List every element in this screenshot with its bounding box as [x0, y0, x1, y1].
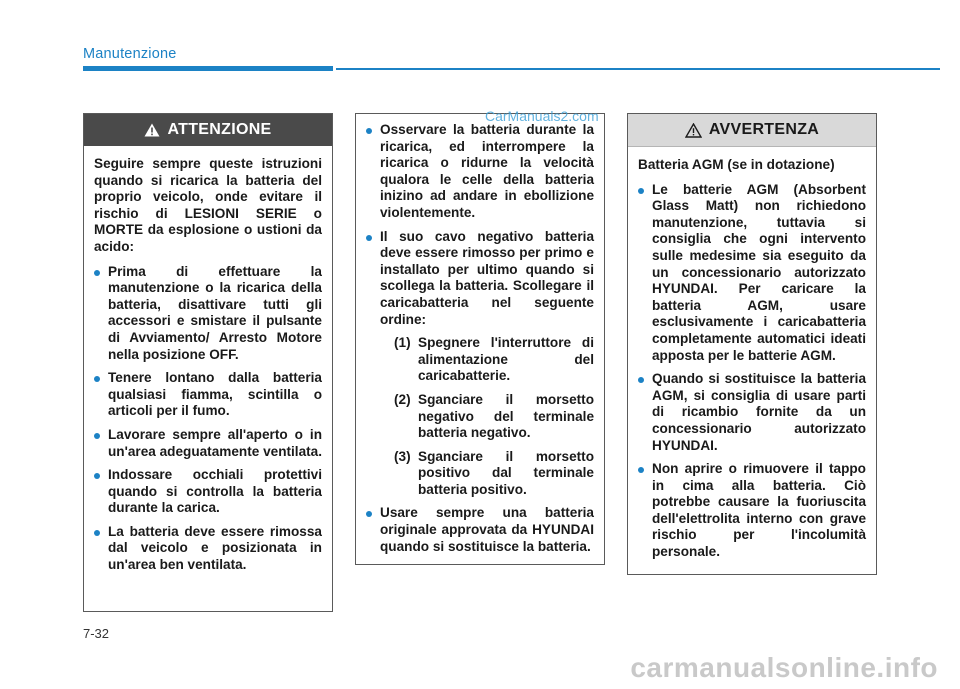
attenzione-header	[84, 114, 332, 146]
bullet-icon	[94, 376, 100, 382]
page-number: 7-32	[83, 626, 110, 641]
bullet-icon	[366, 235, 372, 241]
list-item: Non aprire o rimuovere il tappo in cima alla batteria. Ciò potrebbe causare la fuoriuscita dell'elettrolita interno con grave rischio per l'incolumità personale.	[638, 461, 866, 561]
bullet-icon	[366, 511, 372, 517]
warning-icon	[144, 123, 160, 137]
caution-icon	[685, 123, 702, 138]
bullet-icon	[366, 128, 372, 134]
list-item: Il suo cavo negativo batteria deve essere rimosso per primo e installato per ultimo quando si scollega la batteria. Scollegare il caricabatteria nel seguente ordine: (1) Spegnere l'interruttore di alimentazione del caricabatterie. (2) Sganciare il morsetto negativo del terminale batteria negativo. (3) Sganciare il morsetto positivo dal terminale batteria positivo.	[366, 229, 594, 499]
step-item: (1) Spegnere l'interruttore di alimentazione del caricabatterie.	[394, 335, 594, 384]
footer-watermark: carmanualsonline.info	[630, 652, 938, 683]
section-title: Manutenzione	[83, 46, 177, 62]
watermark-text: CarManuals2.com	[485, 108, 599, 124]
list-item: Usare sempre una batteria originale approvata da HYUNDAI quando si sostituisce la batteria.	[366, 505, 594, 555]
step-item: (2) Sganciare il morsetto negativo del terminale batteria negativo.	[394, 391, 594, 441]
attenzione-intro: Seguire sempre queste istruzioni quando si ricarica la batteria del proprio veicolo, onde evitare il rischio di LESIONI SERIE o MORTE da esplosione o ustioni da acido:	[94, 156, 322, 254]
bullet-icon	[94, 530, 100, 536]
attenzione-box	[83, 113, 333, 612]
list-item: Osservare la batteria durante la ricarica, ed interrompere la ricarica o ridurne la velocità qualora le celle della batteria inizino ad andare in ebollizione violentemente.	[366, 122, 594, 222]
continuation-box	[355, 113, 605, 565]
bullet-icon	[94, 270, 100, 276]
avvertenza-title: AVVERTENZA	[708, 120, 820, 138]
avvertenza-header	[628, 114, 876, 147]
bullet-icon	[638, 377, 644, 383]
list-item: Quando si sostituisce la batteria AGM, si consiglia di usare parti di ricambio fornite da un concessionario autorizzato HYUNDAI.	[638, 371, 866, 454]
list-item: Tenere lontano dalla batteria qualsiasi fiamma, scintilla o articoli per il fumo.	[94, 370, 322, 420]
bullet-icon	[94, 473, 100, 479]
header-rule-thick	[83, 66, 333, 71]
header-rule-thin	[336, 68, 940, 70]
steps-list	[380, 335, 594, 498]
bullet-icon	[94, 433, 100, 439]
bullet-icon	[638, 467, 644, 473]
list-item: Lavorare sempre all'aperto o in un'area adeguatamente ventilata.	[94, 427, 322, 460]
step-item: (3) Sganciare il morsetto positivo dal terminale batteria positivo.	[394, 448, 594, 497]
avvertenza-intro: Batteria AGM (se in dotazione)	[638, 157, 835, 172]
avvertenza-box	[627, 113, 877, 575]
bullet-icon	[638, 188, 644, 194]
list-item: Indossare occhiali protettivi quando si controlla la batteria durante la carica.	[94, 467, 322, 517]
attenzione-title: ATTENZIONE	[167, 120, 272, 138]
list-item: La batteria deve essere rimossa dal veicolo e posizionata in un'area ben ventilata.	[94, 524, 322, 574]
list-item: Le batterie AGM (Absorbent Glass Matt) non richiedono manutenzione, tuttavia si consiglia che ogni intervento sulle medesime sia eseguito da un concessionario autorizzato HYUNDAI. Per caricare la batteria AGM, usare esclusivamente i caricabatteria completamente automatici ideati apposta per le batterie AGM.	[638, 182, 866, 365]
list-item: Prima di effettuare la manutenzione o la ricarica della batteria, disattivare tutti gli accessori e smistare il pulsante di Avviamento/ Arresto Motore nella posizione OFF.	[94, 264, 322, 364]
